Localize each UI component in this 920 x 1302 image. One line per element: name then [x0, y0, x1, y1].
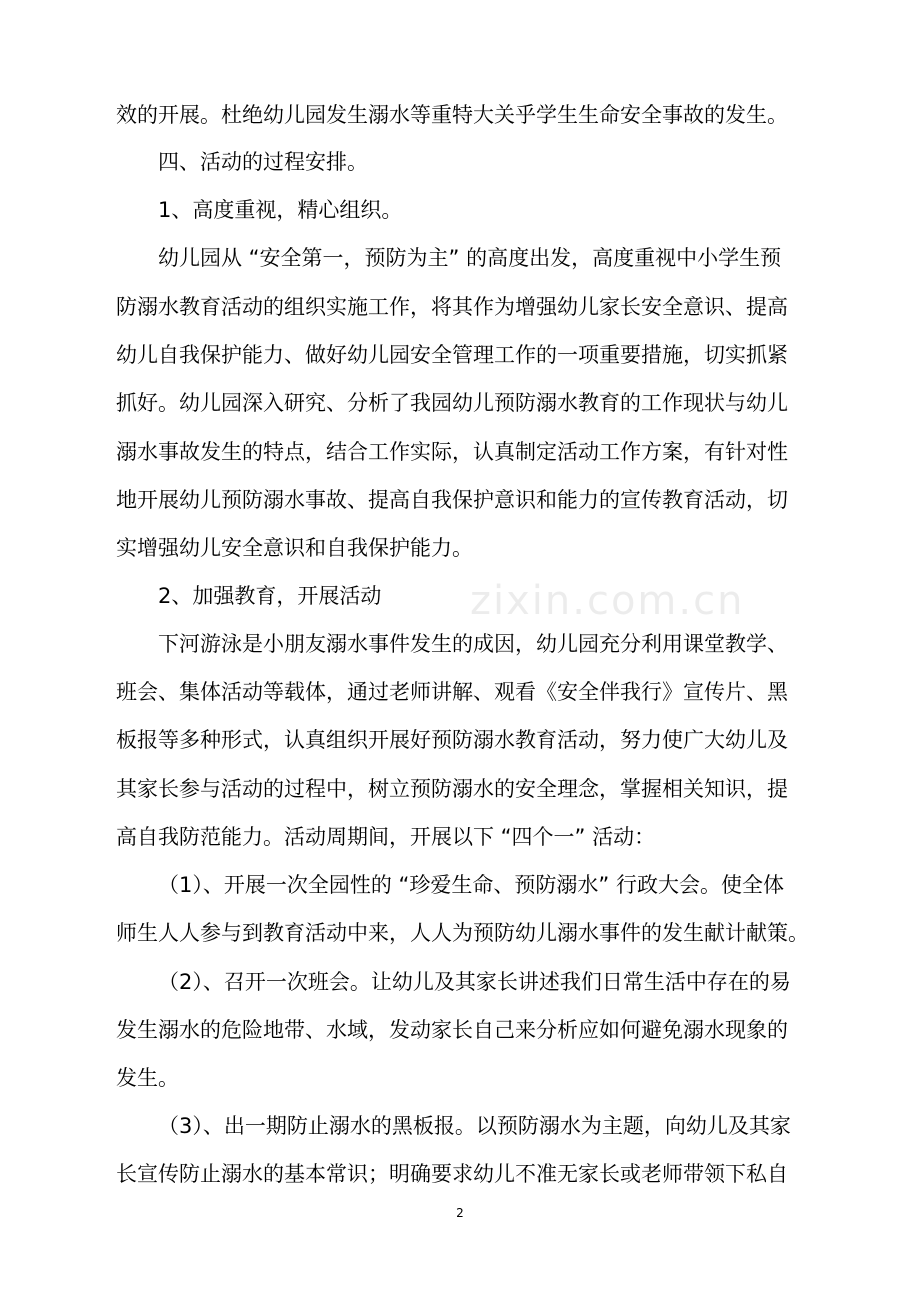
subsection-heading: 2、加强教育，开展活动: [158, 584, 382, 608]
list-item: （2）、召开一次班会。让幼儿及其家长讲述我们日常生活中存在的易: [158, 970, 791, 994]
text-line: 溺水事故发生的特点，结合工作实际，认真制定活动工作方案，有针对性: [116, 440, 788, 464]
text-line: 师生人人参与到教育活动中来，人人为预防幼儿溺水事件的发生献计献策。: [116, 921, 809, 945]
text-line: 下河游泳是小朋友溺水事件发生的成因，幼儿园充分利用课堂教学、: [158, 632, 788, 656]
text-line: 防溺水教育活动的组织实施工作，将其作为增强幼儿家长安全意识、提高: [116, 295, 788, 319]
text-line: 长宣传防止溺水的基本常识；明确要求幼儿不准无家长或老师带领下私自: [116, 1162, 788, 1186]
text-line: 发生。: [116, 1066, 179, 1090]
text-line: 抓好。幼儿园深入研究、分析了我园幼儿预防溺水教育的工作现状与幼儿: [116, 391, 788, 415]
page-number: 2: [456, 1206, 464, 1220]
section-heading: 四、活动的过程安排。: [158, 150, 368, 174]
watermark: zixin.com.cn: [470, 578, 745, 624]
list-item: （3）、出一期防止溺水的黑板报。以预防溺水为主题，向幼儿及其家: [158, 1114, 791, 1138]
text-line: 发生溺水的危险地带、水域，发动家长自己来分析应如何避免溺水现象的: [116, 1018, 788, 1042]
text-line: 板报等多种形式，认真组织开展好预防溺水教育活动，努力使广大幼儿及: [116, 728, 788, 752]
text-line: 幼儿园从 “安全第一，预防为主” 的高度出发，高度重视中小学生预: [158, 246, 782, 270]
text-line: 高自我防范能力。活动周期间，开展以下 “四个一” 活动：: [116, 825, 656, 849]
subsection-heading: 1、高度重视，精心组织。: [158, 198, 403, 222]
text-line: 地开展幼儿预防溺水事故、提高自我保护意识和能力的宣传教育活动，切: [116, 488, 788, 512]
text-line: 效的开展。杜绝幼儿园发生溺水等重特大关乎学生生命安全事故的发生。: [116, 103, 788, 127]
text-line: 其家长参与活动的过程中，树立预防溺水的安全理念，掌握相关知识，提: [116, 777, 788, 801]
text-line: 班会、集体活动等载体，通过老师讲解、观看《安全伴我行》宣传片、黑: [116, 680, 788, 704]
list-item: （1）、开展一次全园性的 “珍爱生命、预防溺水” 行政大会。使全体: [158, 873, 784, 897]
text-line: 实增强幼儿安全意识和自我保护能力。: [116, 536, 473, 560]
text-line: 幼儿自我保护能力、做好幼儿园安全管理工作的一项重要措施，切实抓紧: [116, 343, 788, 367]
